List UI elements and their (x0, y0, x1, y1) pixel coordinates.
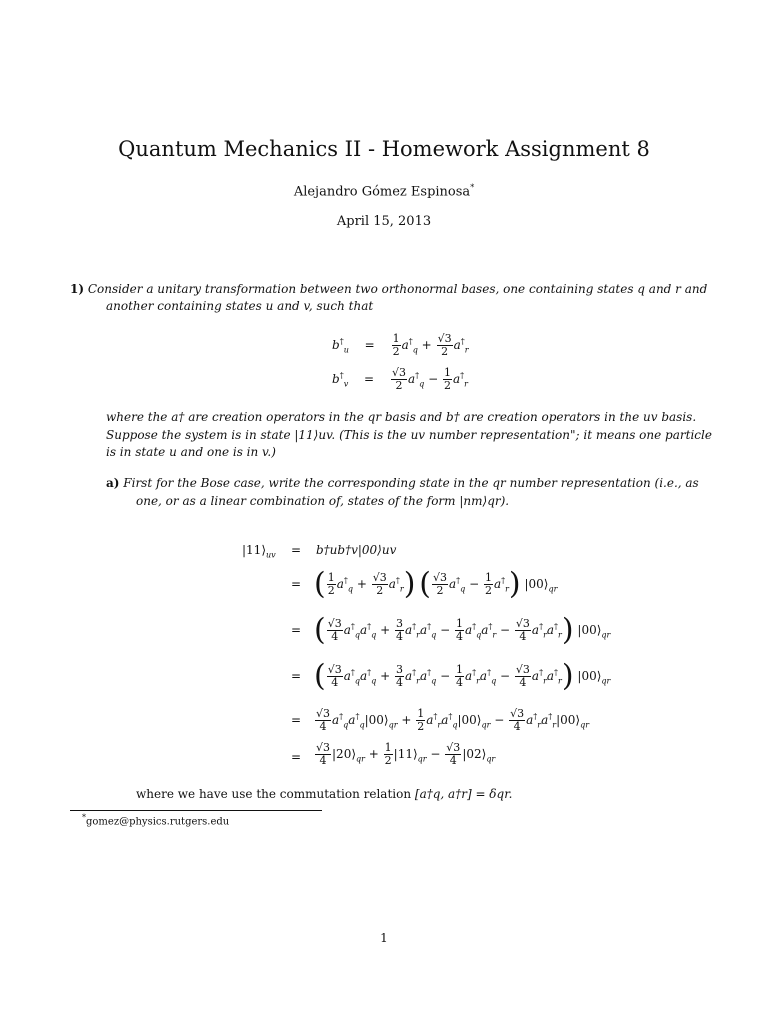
page-number: 1 (380, 931, 388, 945)
part-a-label: a) (106, 476, 120, 490)
problem-text-line-1: Consider a unitary transformation between two orthonormal bases, one containing states q and r and (87, 282, 708, 296)
problem-text-line-2: another containing states u and v, such that (106, 299, 374, 313)
document-date: April 15, 2013 (336, 214, 432, 229)
problem-number: 1) (70, 282, 85, 296)
derivation-line-3: ( $\frac{√3}{4}$ $a^\dagger_qa^\dagger_q$ + $\frac{3}{4}$ $a^\dagger_ra^\dagger_q$ − $\frac{1}{4}$ $a^\dagger_qa^\dagger_r$ − $\frac{√3}{4}$ $a^\dagger_ra^\dagger_r$) $|00⟩_{qr}$ (314, 612, 611, 648)
transform-equation-bv: $b^\dagger_v$ = $\frac{√3}{2}$ $a^\dagger_q$ − $\frac{1}{2}$ $a^\dagger_r$ (332, 366, 468, 392)
derivation-rel-5: = (291, 713, 302, 727)
derivation-line-5: $\frac{√3}{4}$ $a^\dagger_qa^\dagger_q|00⟩_{qr}$ + $\frac{1}{2}$ $a^\dagger_ra^\dagger_q|00⟩_{qr}$ − $\frac{√3}{4}$ $a^\dagger_ra^\dagger_r|00⟩_{qr}$ (316, 707, 590, 733)
author-footnote-mark: * (470, 183, 475, 192)
derivation-line-2: ( $\frac{1}{2}$ $a^\dagger_q$ + $\frac{√3}{2}$ $a^\dagger_r$) ( $\frac{√3}{2}$ $a^\dagger_q$ − $\frac{1}{2}$ $a^\dagger_r$) $|00⟩_{qr}$ (314, 566, 558, 602)
commutation-note (136, 786, 696, 804)
footnote (82, 813, 229, 827)
derivation-rel-6: = (291, 750, 302, 764)
commutation-expression: [a†q, a†r] = δqr. (414, 787, 513, 801)
derivation-rel-1: = (291, 543, 302, 557)
derivation-rel-3: = (291, 623, 302, 637)
explanation-line-1: where the a† are creation operators in the qr basis and b† are creation operators in the uv basis. (106, 410, 697, 424)
derivation-line-6: $\frac{√3}{4}$ $|20⟩_{qr}$ + $\frac{1}{2}$ $|11⟩_{qr}$ − $\frac{√3}{4}$ $|02⟩_{qr}$ (316, 741, 496, 767)
part-a-line-2: one, or as a linear combination of, states of the form |nm⟩qr). (136, 494, 510, 508)
explanation-line-2: Suppose the system is in state |11⟩uv. (This is the uv number representation"; it means one particle (106, 428, 712, 442)
part-a-line-1: First for the Bose case, write the corresponding state in the qr number representation (i.e., as (123, 476, 699, 490)
author-line (0, 183, 768, 199)
derivation-line-4: ( $\frac{√3}{4}$ $a^\dagger_qa^\dagger_q$ + $\frac{3}{4}$ $a^\dagger_ra^\dagger_q$ − $\frac{1}{4}$ $a^\dagger_ra^\dagger_q$ − $\frac{√3}{4}$ $a^\dagger_ra^\dagger_r$) $|00⟩_{qr}$ (314, 658, 611, 694)
page-title: Quantum Mechanics II - Homework Assignment 8 (118, 137, 650, 161)
footnote-rule (70, 810, 322, 811)
problem-1-statement (70, 281, 710, 299)
derivation-rel-4: = (291, 669, 302, 683)
explanation-line-3: is in state u and one is in v.) (106, 445, 276, 459)
part-a-statement (106, 475, 706, 493)
author-name: Alejandro Gómez Espinosa (293, 184, 471, 200)
derivation-lhs: $|11⟩_{uv}$ (242, 543, 276, 560)
commutation-note-prefix: where we have use the commutation relation (136, 787, 412, 801)
transform-equation-bu: $b^\dagger_u$ = $\frac{1}{2}$ $a^\dagger_q$ + $\frac{√3}{2}$ $a^\dagger_r$ (332, 332, 469, 358)
derivation-line-1: b†ub†v|00⟩uv (316, 543, 397, 557)
footnote-mark: * (82, 813, 86, 822)
derivation-rel-2: = (291, 577, 302, 591)
footnote-email: gomez@physics.rutgers.edu (86, 816, 230, 828)
